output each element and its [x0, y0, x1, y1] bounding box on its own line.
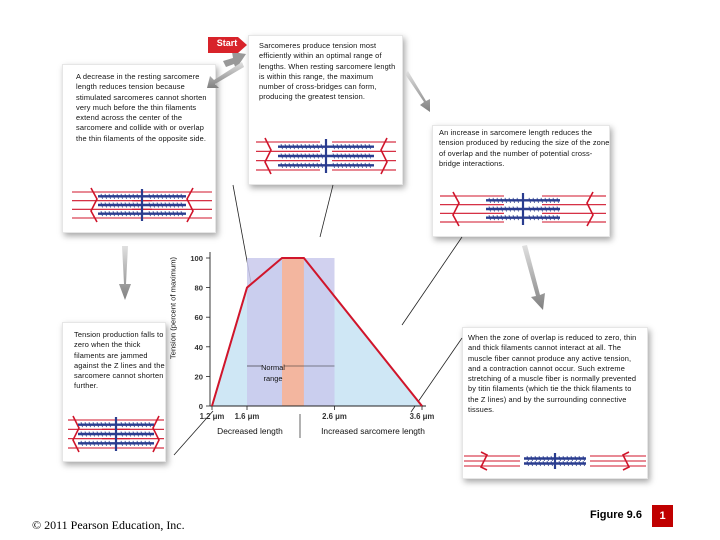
x-tick-label: 1.6 μm [234, 412, 260, 421]
y-tick-label: 40 [194, 342, 203, 352]
y-tick-label: 100 [190, 254, 203, 263]
arrow-left-down-icon [119, 246, 131, 300]
increase-text: An increase in sarcomere length reduces the tension produced by reducing the size of the zone of overlap and the number of potential cross-bridge interactions. [439, 128, 610, 168]
zero-short-text: Tension production falls to zero when the thick filaments are jammed against the Z lines and the sarcomere cannot shorten further. [74, 330, 165, 391]
x-tick-label: 2.6 μm [322, 412, 347, 421]
sarcomere-increase-illustration [440, 186, 606, 232]
slide-number: 1 [652, 505, 673, 527]
y-tick-label: 80 [194, 283, 203, 293]
normal-range-label-2: range [263, 374, 283, 383]
x-tick-label: 1.2 μm [199, 412, 225, 421]
y-tick-label: 20 [194, 372, 203, 382]
figure-label: Figure 9.6 [590, 509, 642, 521]
optimal-text: Sarcomeres produce tension most efficiently within an optimal range of lengths. When resting sarcomere length is within this range, the maximum number of cross-bridges can form, producing the greatest tension. [259, 41, 396, 102]
decreased-length-label: Decreased length [217, 426, 283, 436]
copyright: © 2011 Pearson Education, Inc. [32, 518, 185, 532]
y-axis-label: Tension (percent of maximum) [168, 256, 178, 360]
arrow-top-right-icon [405, 71, 430, 112]
increased-length-label: Increased sarcomere length [321, 426, 425, 436]
optimal-band [282, 258, 304, 406]
arrow-right-down-icon [522, 245, 545, 310]
sarcomere-zero-long-illustration [464, 446, 646, 476]
start-label: Start [216, 38, 238, 48]
sarcomere-optimal-illustration [256, 132, 396, 180]
sarcomere-decrease-illustration [72, 182, 212, 228]
normal-range-label: Normal [261, 363, 285, 372]
sarcomere-zero-short-illustration [68, 410, 164, 458]
x-tick-label: 3.6 μm [409, 412, 435, 421]
decrease-text: A decrease in the resting sarcomere length reduces tension because stimulated sarcomeres cannot shorten very much before the thin filaments extend across the center of the sarcomere and collide with or overlap the thin filaments of the opposite side. [76, 72, 207, 143]
y-tick-label: 60 [194, 313, 203, 323]
plot-area [190, 252, 434, 438]
zero-long-text: When the zone of overlap is reduced to zero, thin and thick filaments cannot interact at all. The muscle fiber cannot produce any active tension, and a contraction cannot occur. Such extreme stretching of a muscle fiber is normally prevented by titin filaments (which tie the thick filaments to the Z lines) and by the surrounding connective tissues. [468, 333, 637, 415]
y-tick-label: 0 [198, 402, 203, 411]
